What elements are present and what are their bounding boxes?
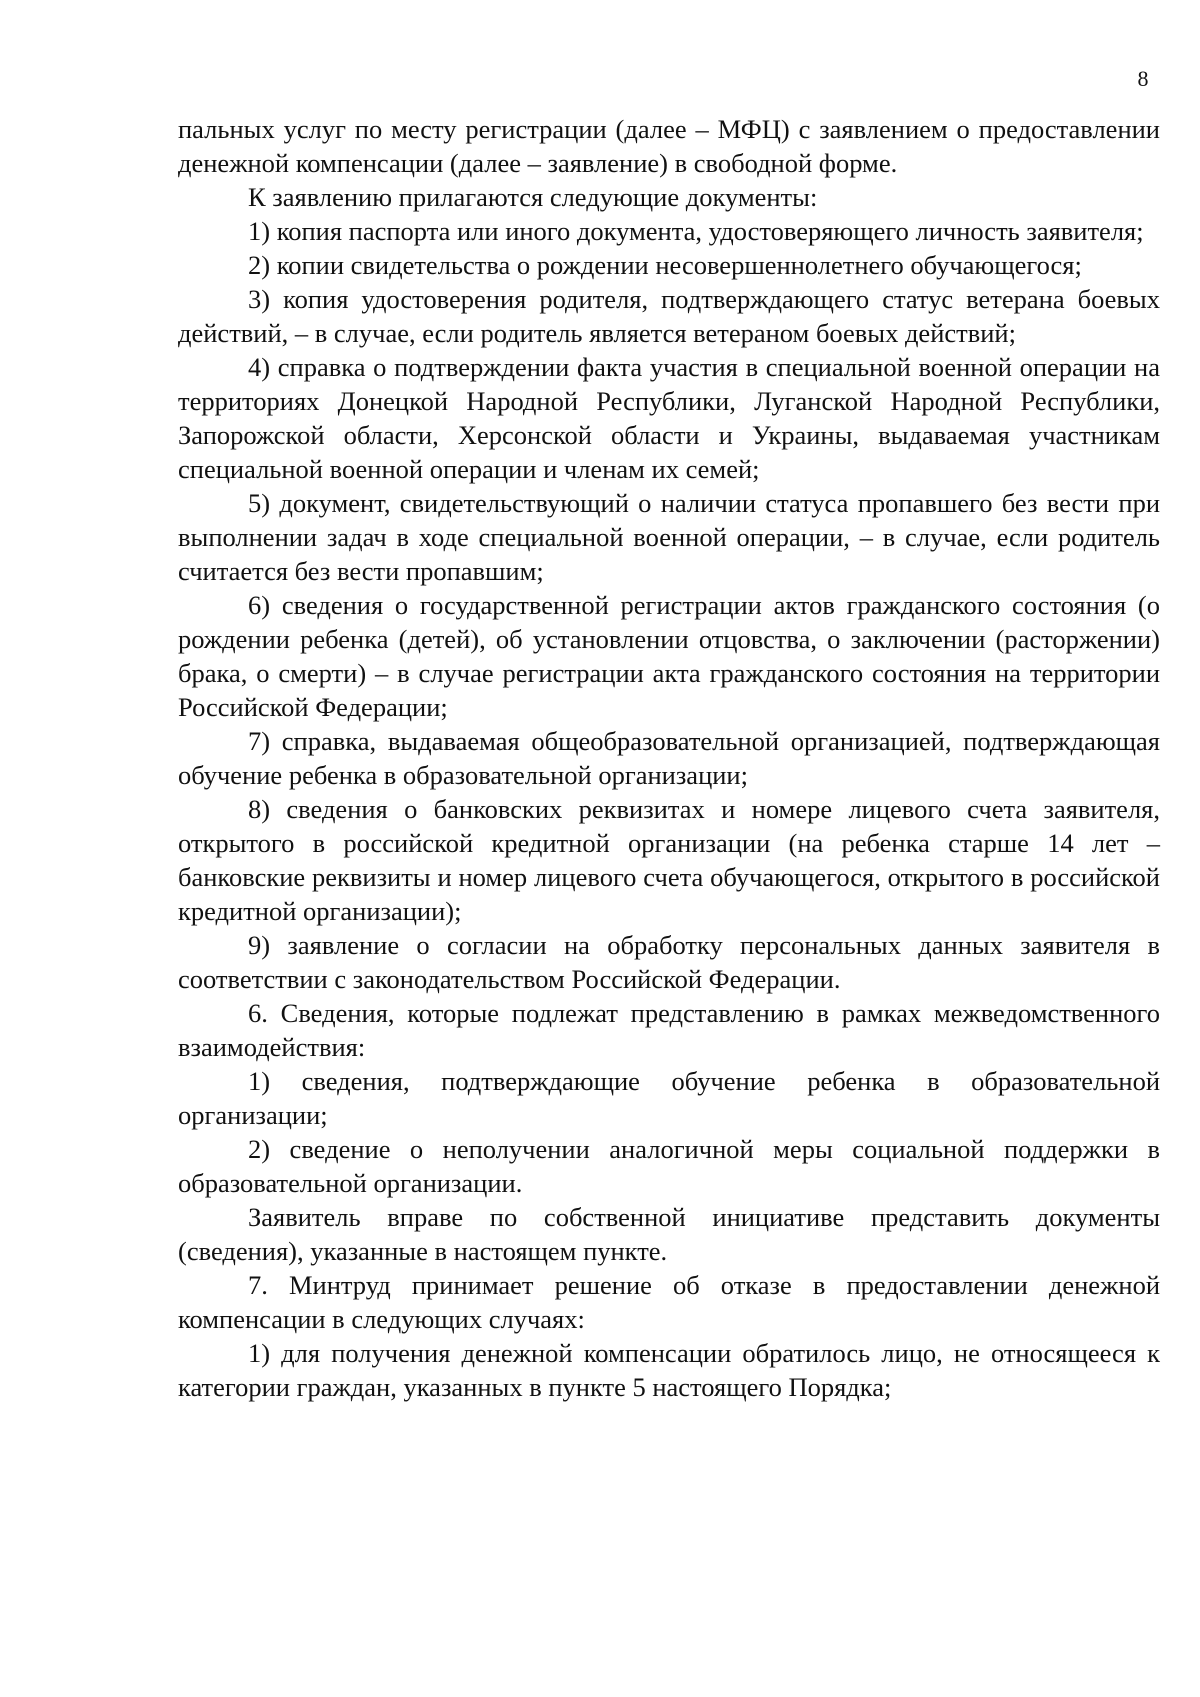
paragraph-continuation: пальных услуг по месту регистрации (далее – МФЦ) с заявлением о предоставлении денежной компенсации (далее – заявление) в свободной форме.: [178, 114, 1160, 178]
section-6-item-1: 1) сведения, подтверждающие обучение ребенка в образовательной организации;: [178, 1066, 1160, 1130]
section-7-heading: 7. Минтруд принимает решение об отказе в предоставлении денежной компенсации в следующих случаях:: [178, 1270, 1160, 1334]
section-6-heading: 6. Сведения, которые подлежат представлению в рамках межведомственного взаимодействия:: [178, 998, 1160, 1062]
list-item-5-missing-status: 5) документ, свидетельствующий о наличии статуса пропавшего без вести при выполнении задач в ходе специальной военной операции, – в случае, если родитель считается без вести пропавшим;: [178, 488, 1160, 586]
section-6-item-2: 2) сведение о неполучении аналогичной меры социальной поддержки в образовательной организации.: [178, 1134, 1160, 1198]
page-number: 8: [1137, 66, 1149, 91]
list-item-9-data-consent: 9) заявление о согласии на обработку персональных данных заявителя в соответствии с законодательством Российской Федерации.: [178, 930, 1160, 994]
list-item-2-birth-certificate: 2) копии свидетельства о рождении несовершеннолетнего обучающегося;: [248, 250, 1082, 280]
list-item-6-civil-registration: 6) сведения о государственной регистрации актов гражданского состояния (о рождении ребенка (детей), об установлении отцовства, о заключении (расторжении) брака, о смерти) – в случае регистрации акта гражданского состояния на территории Российской Федерации;: [178, 590, 1160, 722]
paragraph-documents-intro: К заявлению прилагаются следующие документы:: [248, 182, 818, 212]
list-item-3-veteran-certificate: 3) копия удостоверения родителя, подтверждающего статус ветерана боевых действий, – в случае, если родитель является ветераном боевых действий;: [178, 284, 1160, 348]
document-body: [178, 112, 1160, 1404]
list-item-7-school-certificate: 7) справка, выдаваемая общеобразовательной организацией, подтверждающая обучение ребенка в образовательной организации;: [178, 726, 1160, 790]
list-item-4-svo-participation: 4) справка о подтверждении факта участия в специальной военной операции на территориях Донецкой Народной Республики, Луганской Народной Республики, Запорожской области, Херсонской области и Украины, выдаваемая участникам специальной военной операции и членам их семей;: [178, 352, 1160, 484]
section-7-item-1: 1) для получения денежной компенсации обратилось лицо, не относящееся к категории граждан, указанных в пункте 5 настоящего Порядка;: [178, 1338, 1160, 1402]
list-item-8-bank-details: 8) сведения о банковских реквизитах и номере лицевого счета заявителя, открытого в российской кредитной организации (на ребенка старше 14 лет – банковские реквизиты и номер лицевого счета обучающегося, открытого в российской кредитной организации);: [178, 794, 1160, 926]
paragraph-applicant-right: Заявитель вправе по собственной инициативе представить документы (сведения), указанные в настоящем пункте.: [178, 1202, 1160, 1266]
list-item-1-passport: 1) копия паспорта или иного документа, удостоверяющего личность заявителя;: [248, 216, 1144, 246]
